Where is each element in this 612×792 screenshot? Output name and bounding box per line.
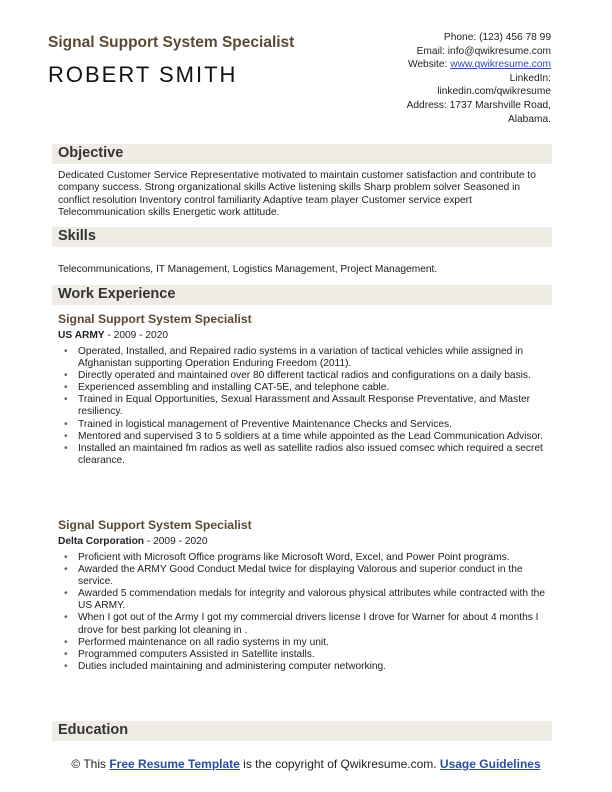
job-2-bullets	[64, 552, 552, 673]
address-line2: Alabama.	[507, 113, 551, 125]
list-item: • Directly operated and maintained over 80 different tactical radios and configurations on a daily basis.	[64, 370, 552, 382]
list-item: • Awarded the ARMY Good Conduct Medal twice for displaying Valorous and superior conduct in the service.	[64, 564, 552, 588]
list-item: • Installed an maintained fm radios as well as satellite radios also issued comsec which required a secret clearance.	[64, 443, 552, 467]
job-1-dates: - 2009 - 2020	[104, 330, 169, 341]
phone-value: (123) 456 78 99	[479, 32, 551, 43]
copyright-footer	[60, 757, 552, 771]
candidate-name: ROBERT SMITH	[48, 62, 238, 87]
header-job-title: Signal Support System Specialist	[48, 34, 295, 51]
list-item: • Proficient with Microsoft Office programs like Microsoft Word, Excel, and Power Point programs.	[64, 552, 552, 564]
free-resume-template-link[interactable]: Free Resume Template	[109, 757, 240, 771]
job-1-company: US ARMY	[58, 330, 105, 341]
list-item: • Programmed computers Assisted in Satellite installs.	[64, 649, 552, 661]
contact-email	[311, 45, 551, 59]
list-item: • Experienced assembling and installing CAT-5E, and telephone cable.	[64, 382, 552, 394]
website-label: Website:	[407, 59, 448, 71]
skills-text: Telecommunications, IT Management, Logistics Management, Project Management.	[58, 264, 438, 275]
list-item: • Awarded 5 commendation medals for integrity and valorous physical attributes while contracted with the US ARMY.	[64, 588, 552, 612]
section-education	[52, 721, 552, 741]
section-objective	[52, 144, 552, 164]
job-2-dates: - 2009 - 2020	[144, 536, 208, 547]
list-item: • Operated, Installed, and Repaired radio systems in a variation of tactical vehicles while assigned in Afghanistan supporting Operation Enduring Freedom (2011).	[64, 346, 552, 370]
section-title-education: Education	[58, 722, 129, 738]
job-1-company-line	[58, 330, 168, 341]
contact-linkedin-label: LinkedIn:	[509, 72, 551, 84]
list-item: • Trained in Equal Opportunities, Sexual Harassment and Assault Response Preventative, and Master resiliency.	[64, 394, 552, 418]
footer-middle: is the copyright of Qwikresume.com.	[239, 757, 440, 771]
list-item: • When I got out of the Army I got my commercial drivers license I drove for Warner for about 4 months I drove for best parking lot cleaning in .	[64, 612, 552, 636]
list-item: • Mentored and supervised 3 to 5 soldiers at a time while appointed as the Lead Communication Advisor.	[64, 431, 552, 443]
section-title-skills: Skills	[58, 228, 96, 244]
contact-phone	[311, 31, 551, 45]
objective-text: Dedicated Customer Service Representative motivated to maintain customer satisfaction and contribute to company success. Strong organizational skills Active listening skills Sharp problem solver Seasoned in conflict resolution Inventory control familiarity Adaptive team player Customer service expert Telecommunication skills Energetic work attitude.	[58, 170, 536, 218]
footer-prefix: © This	[71, 757, 110, 771]
section-work-experience	[52, 285, 552, 305]
contact-address	[311, 99, 551, 113]
job-1-role: Signal Support System Specialist	[58, 312, 252, 326]
website-link[interactable]: www.qwikresume.com	[450, 59, 551, 71]
job-1-bullets	[64, 346, 552, 467]
list-item: • Performed maintenance on all radio systems in my unit.	[64, 637, 552, 649]
job-2-role: Signal Support System Specialist	[58, 518, 252, 532]
section-title-work-experience: Work Experience	[58, 286, 176, 302]
contact-website	[311, 58, 551, 72]
list-item: • Duties included maintaining and administering computer networking.	[64, 661, 552, 673]
address-line1: 1737 Marshville Road,	[449, 99, 551, 111]
section-skills	[52, 227, 552, 247]
address-label: Address:	[406, 99, 447, 111]
list-item: • Trained in logistical management of Preventive Maintenance Checks and Services.	[64, 419, 552, 431]
phone-label: Phone:	[443, 32, 477, 43]
email-label: Email:	[416, 45, 445, 57]
usage-guidelines-link[interactable]: Usage Guidelines	[439, 757, 541, 771]
email-value: info@qwikresume.com	[447, 45, 551, 57]
job-2-company-line	[58, 536, 207, 547]
job-2-company: Delta Corporation	[58, 536, 145, 547]
contact-linkedin-value: linkedin.com/qwikresume	[437, 86, 551, 98]
section-title-objective: Objective	[58, 145, 124, 161]
contact-block	[311, 31, 551, 126]
